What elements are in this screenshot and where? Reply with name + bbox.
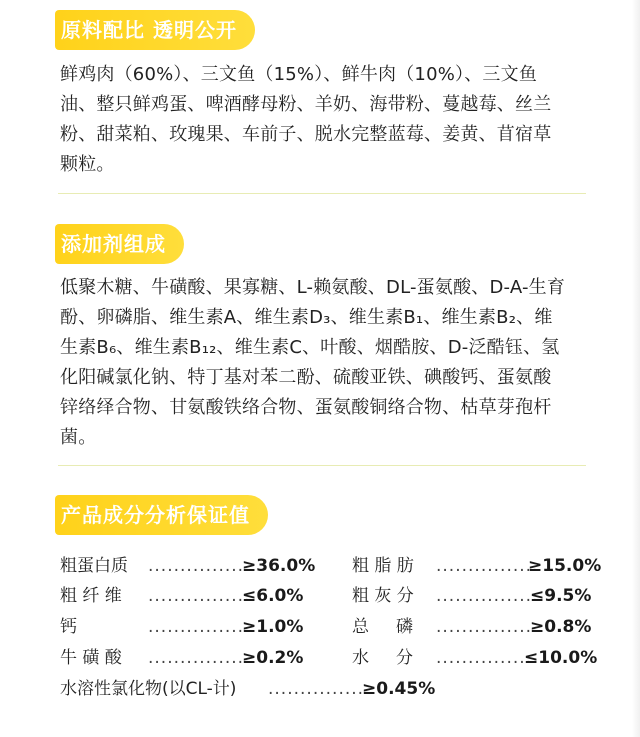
analysis-value: ≥0.8%	[530, 617, 592, 637]
analysis-value: ≥0.2%	[242, 648, 304, 668]
additives-line: 酚、卵磷脂、维生素A、维生素D₃、维生素B₁、维生素B₂、维	[60, 307, 553, 328]
analysis-value: ≥1.0%	[242, 617, 304, 637]
analysis-dots: ................	[148, 648, 251, 668]
analysis-label: 牛 磺 酸	[60, 648, 122, 668]
additives-line: 菌。	[60, 427, 97, 448]
analysis-value: ≥15.0%	[528, 556, 602, 576]
analysis-label: 粗 灰 分	[352, 586, 414, 606]
analysis-label: 钙	[60, 617, 77, 637]
raw-materials-line: 鲜鸡肉（60%）、三文鱼（15%）、鲜牛肉（10%）、三文鱼	[60, 64, 538, 85]
page-edge-shadow	[632, 0, 640, 737]
analysis-value: ≥36.0%	[242, 556, 316, 576]
additives-text	[60, 273, 605, 453]
section-divider	[58, 193, 586, 194]
raw-materials-text	[60, 60, 605, 180]
analysis-label: 粗 脂 肪	[352, 556, 414, 576]
analysis-label: 粗蛋白质	[60, 556, 128, 576]
additives-title: 添加剂组成	[55, 224, 184, 264]
analysis-dots: ................	[148, 617, 251, 637]
analysis-label: 总 磷	[352, 617, 414, 637]
analysis-value: ≤9.5%	[530, 586, 592, 606]
additives-line: 生素B₆、维生素B₁₂、维生素C、叶酸、烟酷胺、D-泛酷钰、氢	[60, 337, 560, 358]
analysis-dots: ................	[148, 556, 251, 576]
analysis-dots: ................	[436, 648, 539, 668]
raw-materials-line: 粉、甜菜粕、玫瑰果、车前子、脱水完整蓝莓、姜黄、苜宿草	[60, 124, 552, 145]
analysis-dots: ................	[436, 586, 539, 606]
additives-line: 锌络绎合物、甘氨酸铁络合物、蛋氨酸铜络合物、枯草芽孢杆	[60, 397, 552, 418]
analysis-row	[60, 674, 600, 704]
additives-line: 低聚木糖、牛磺酸、果寡糖、L-赖氨酸、DL-蛋氨酸、D-A-生育	[60, 277, 566, 298]
analysis-dots: ................	[436, 556, 539, 576]
analysis-row	[60, 612, 600, 642]
analysis-dots: ................	[436, 617, 539, 637]
analysis-label: 粗 纤 维	[60, 586, 122, 606]
analysis-value: ≤6.0%	[242, 586, 304, 606]
analysis-title: 产品成分分析保证值	[55, 495, 268, 535]
additives-line: 化阳碱氯化钠、特丁基对苯二酚、硫酸亚铁、碘酸钙、蛋氨酸	[60, 367, 552, 388]
raw-materials-line: 油、整只鲜鸡蛋、啤酒酵母粉、羊奶、海带粉、蔓越莓、丝兰	[60, 94, 552, 115]
analysis-row	[60, 551, 600, 581]
analysis-row	[60, 643, 600, 673]
section-divider	[58, 465, 586, 466]
analysis-dots: ................	[148, 586, 251, 606]
analysis-dots: ................	[268, 679, 371, 699]
analysis-label: 水溶性氯化物(以CL-计)	[60, 679, 237, 699]
analysis-value: ≥0.45%	[362, 679, 436, 699]
analysis-value: ≤10.0%	[524, 648, 598, 668]
analysis-label: 水 分	[352, 648, 414, 668]
raw-materials-line: 颗粒。	[60, 154, 115, 175]
analysis-row	[60, 581, 600, 611]
raw-materials-title: 原料配比 透明公开	[55, 10, 255, 50]
